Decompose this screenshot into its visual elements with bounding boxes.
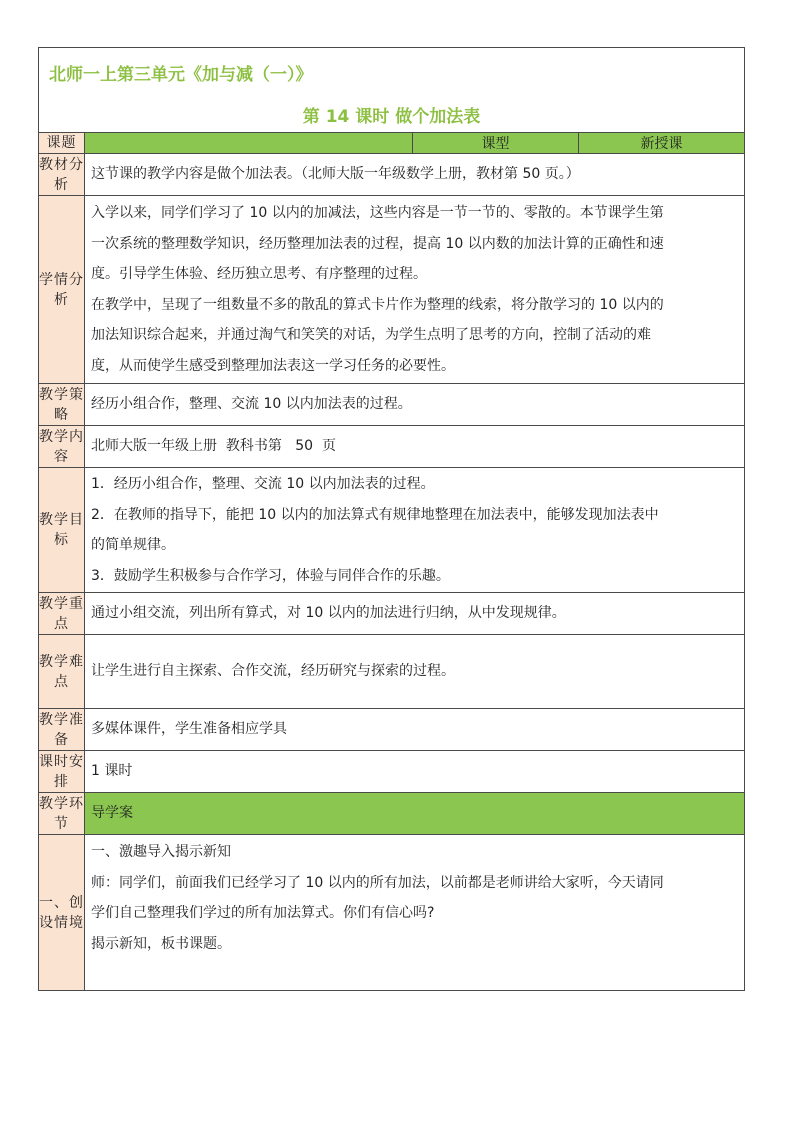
topic-value [85,133,413,154]
row-content-student-analysis [85,196,745,384]
row-label-section-one: 一、创设情境 [39,835,85,991]
row-content-teaching-steps [85,793,745,835]
content-line: 这节课的教学内容是做个加法表。（北师大版一年级数学上册，教材第 50 页。） [91,166,580,183]
row-content-difficulties [85,635,745,709]
row-content-content [85,426,745,468]
header-cell [39,48,745,133]
topic-label: 课题 [39,133,85,154]
row-content-preparation [85,709,745,751]
content-line: 加法知识综合起来，并通过淘气和笑笑的对话，为学生点明了思考的方向，控制了活动的难 [91,327,651,343]
content-line: 2．在教师的指导下，能把 10 以内的加法算式有规律地整理在加法表中，能够发现加法表中 [91,506,659,523]
row-label-key-points: 教学重点 [39,593,85,635]
content-line: 在教学中，呈现了一组数量不多的散乱的算式卡片作为整理的线索，将分散学习的 10 以内的 [91,296,664,313]
lesson-subtitle: 第 14 课时 做个加法表 [302,107,481,127]
row-content-schedule [85,751,745,793]
row-label-student-analysis: 学情分析 [39,196,85,384]
content-line: 入学以来，同学们学习了 10 以内的加减法，这些内容是一节一节的、零散的。本节课学生第 [91,205,664,221]
row-content-textbook-analysis [85,154,745,196]
content-line: 度，从而使学生感受到整理加法表这一学习任务的必要性。 [91,357,455,374]
row-label-content: 教学内容 [39,426,85,468]
content-line: 学们自己整理我们学过的所有加法算式。你们有信心吗? [91,905,435,921]
content-line: 揭示新知，板书课题。 [91,935,231,952]
content-line: 一、激趣导入揭示新知 [91,844,231,860]
content-line: 通过小组交流，列出所有算式，对 10 以内的加法进行归纳，从中发现规律。 [91,605,566,622]
row-label-difficulties: 教学难点 [39,635,85,709]
row-label-schedule: 课时安排 [39,751,85,793]
row-content-key-points [85,593,745,635]
row-label-teaching-steps: 教学环节 [39,793,85,835]
row-content-objectives [85,468,745,593]
row-label-strategy: 教学策略 [39,384,85,426]
row-label-objectives: 教学目标 [39,468,85,593]
content-line: 让学生进行自主探索、合作交流，经历研究与探索的过程。 [91,663,455,680]
content-line: 一次系统的整理数学知识，经历整理加法表的过程，提高 10 以内数的加法计算的正确性和速 [91,235,664,252]
content-line: 北师大版一年级上册 教科书第 50 页 [91,438,336,455]
content-line: 的简单规律。 [91,537,175,553]
content-line: 1 课时 [91,763,133,780]
content-line: 1．经历小组合作，整理、交流 10 以内加法表的过程。 [91,476,435,492]
type-label: 课型 [413,133,579,154]
lesson-plan-table [38,47,745,991]
type-value: 新授课 [579,133,745,154]
page-title: 北师一上第三单元《加与减（一）》 [49,65,313,85]
content-line: 度。引导学生体验、经历独立思考、有序整理的过程。 [91,266,427,282]
content-line: 3．鼓励学生积极参与合作学习，体验与同伴合作的乐趣。 [91,567,450,584]
content-line: 导学案 [91,805,133,822]
content-line: 多媒体课件，学生准备相应学具 [91,721,287,738]
row-content-section-one [85,835,745,991]
row-content-strategy [85,384,745,426]
row-label-preparation: 教学准备 [39,709,85,751]
row-label-textbook-analysis: 教材分析 [39,154,85,196]
content-line: 师：同学们，前面我们已经学习了 10 以内的所有加法，以前都是老师讲给大家听，今天请同 [91,874,664,891]
content-line: 经历小组合作，整理、交流 10 以内加法表的过程。 [91,396,412,413]
